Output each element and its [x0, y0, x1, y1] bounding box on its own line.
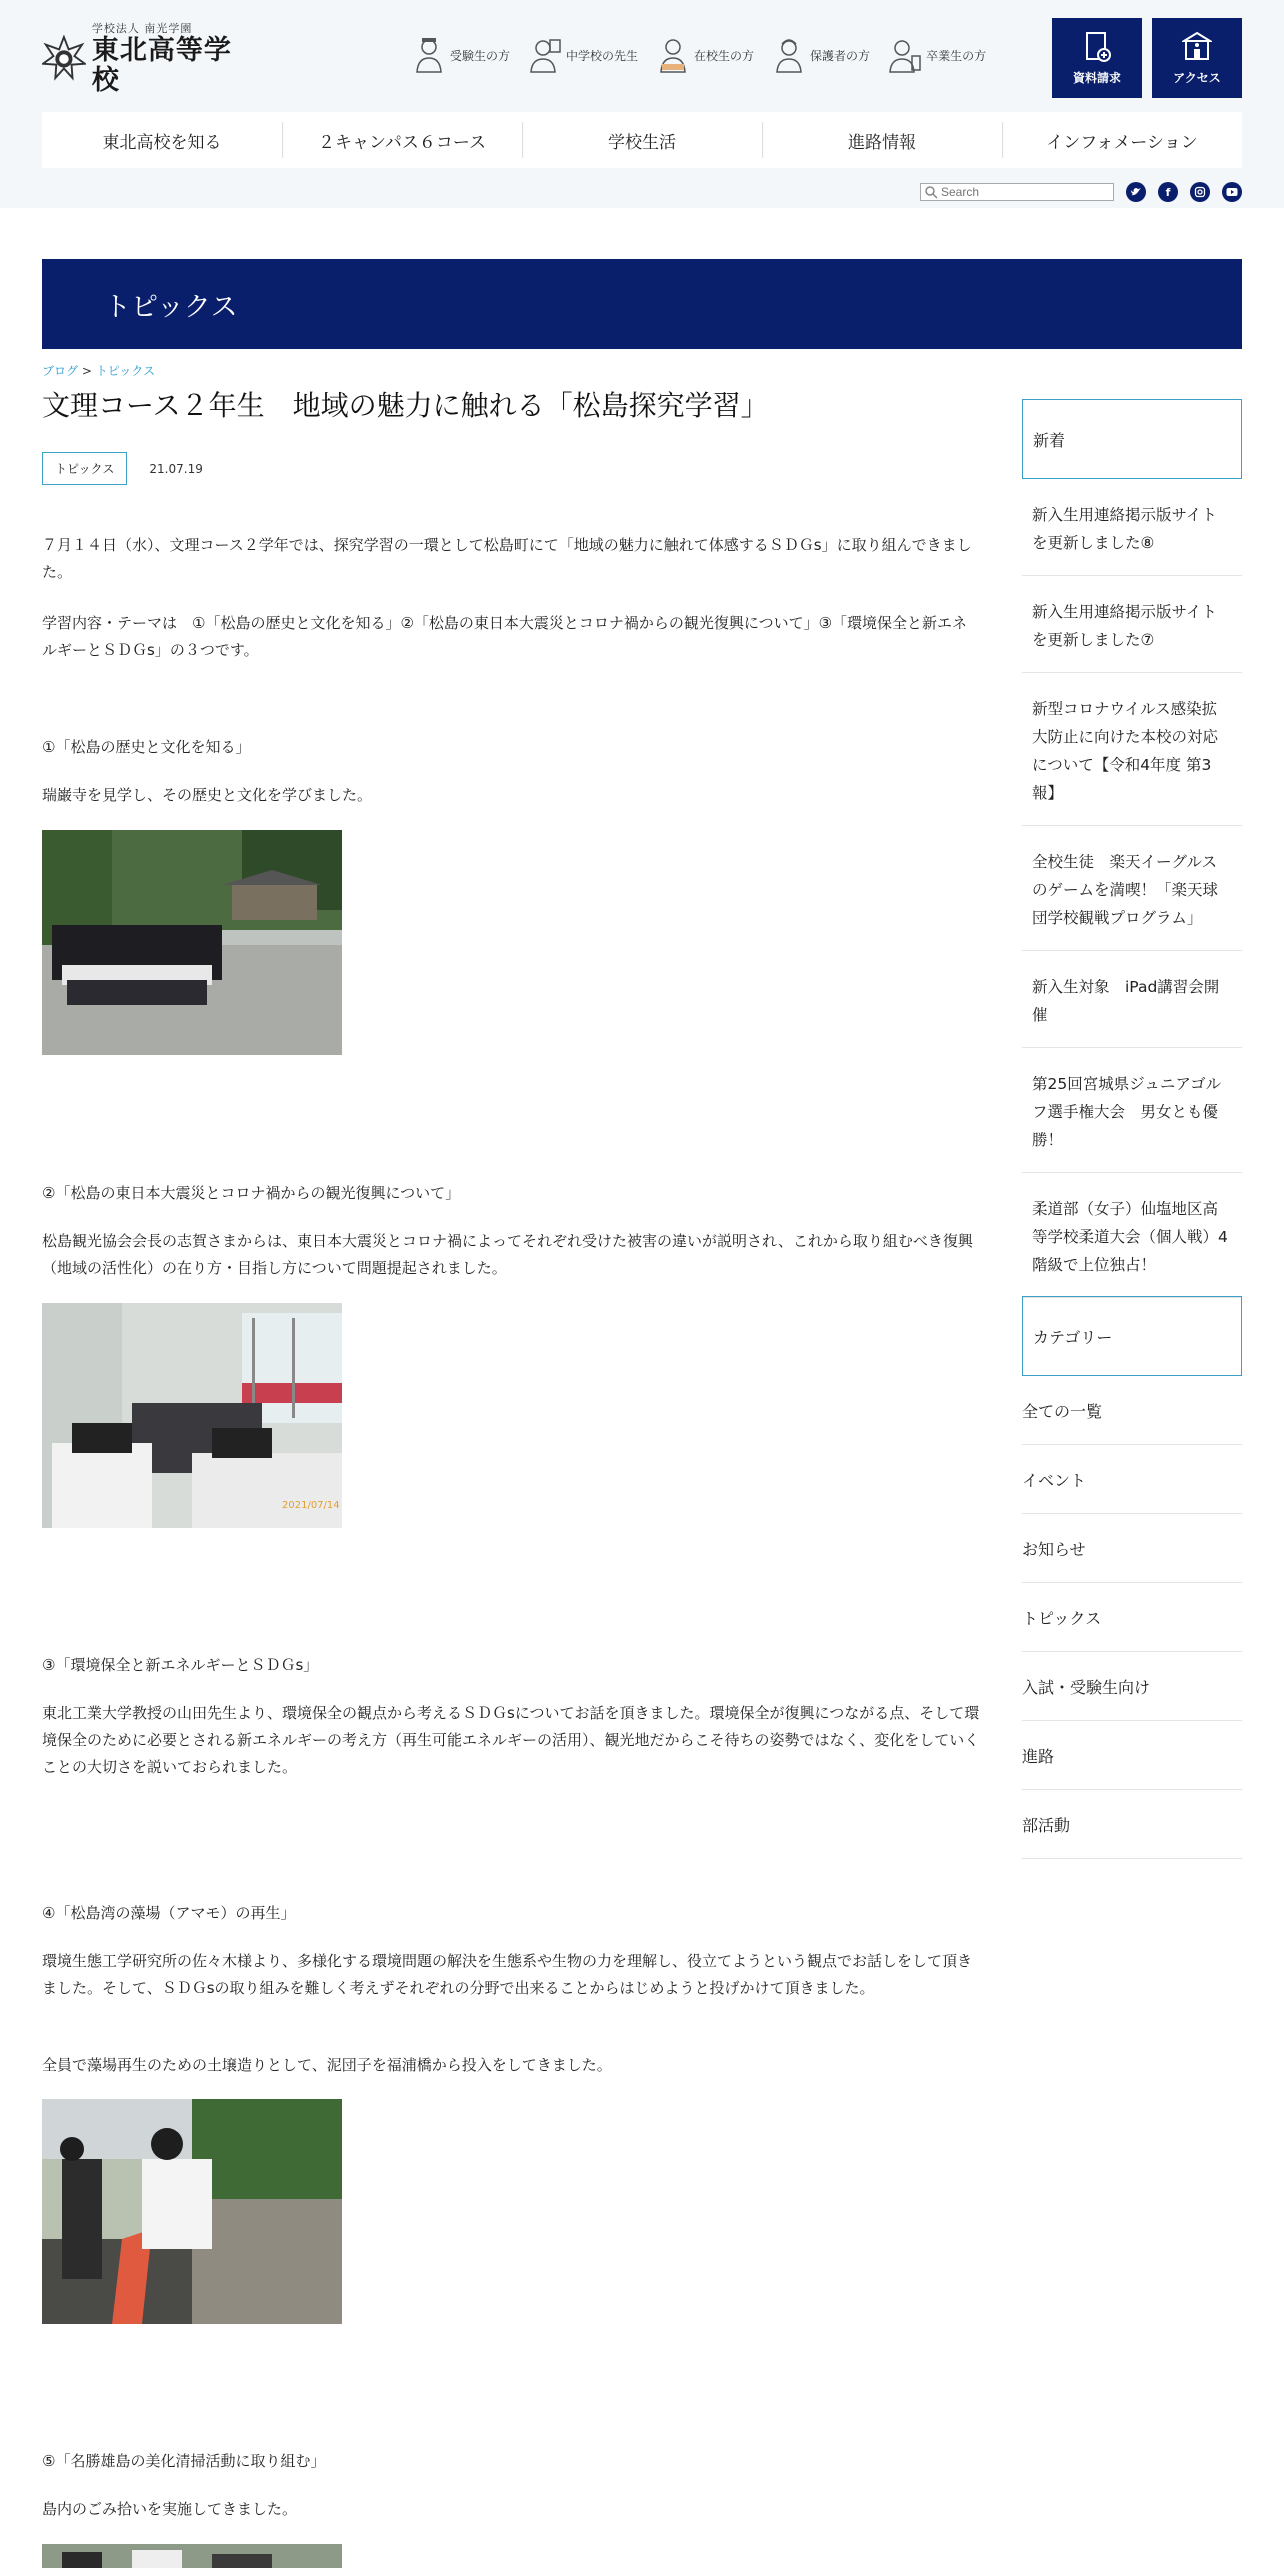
audience-link-current-students[interactable] — [656, 36, 754, 74]
post-date: 21.07.19 — [149, 461, 203, 476]
photo-lecture-hall — [42, 1303, 342, 1528]
section-text-5: 島内のごみ拾いを実施してきました。 — [42, 2500, 298, 2518]
nav-item-information[interactable]: インフォメーション — [1002, 112, 1242, 168]
section-heading-4: ④「松島湾の藻場（アマモ）の再生」 — [42, 1904, 296, 1922]
photo-date-stamp: 2021/07/14 — [282, 1500, 340, 1511]
section-text-3: 東北工業大学教授の山田先生より、環境保全の観点から考えるＳＤＧsについてお話を頂きました。環境保全が復興につながる点、そして環境保全のために必要とされる新エネルギーの考え方（再生可能エネルギーの活用）、観光地だからこそ待ちの姿勢ではなく、変化をしていくことの大切さを説いておられました。 — [42, 1704, 980, 1776]
audience-link-jhs-teachers[interactable] — [528, 36, 638, 74]
search-box — [920, 183, 1114, 201]
audience-link-parents[interactable] — [772, 36, 870, 74]
category-link-topics[interactable]: トピックス — [1022, 1583, 1242, 1652]
nav-item-school-life[interactable]: 学校生活 — [522, 112, 762, 168]
category-link-events[interactable]: イベント — [1022, 1445, 1242, 1514]
sidebar-news — [1022, 399, 1242, 1298]
nav-item-campus-courses[interactable]: ２キャンパス６コース — [282, 112, 522, 168]
category-link-career[interactable]: 進路 — [1022, 1721, 1242, 1790]
news-item[interactable]: 新入生用連絡掲示版サイトを更新しました⑧ — [1022, 479, 1242, 576]
category-heading: カテゴリー — [1022, 1296, 1242, 1376]
themes-paragraph: 学習内容・テーマは ①「松島の歴史と文化を知る」②「松島の東日本大震災とコロナ禍からの観光復興について」③「環境保全と新エネルギーとＳＤＧs」の３つです。 — [42, 614, 968, 659]
news-item[interactable]: 第25回宮城県ジュニアゴルフ選手権大会 男女とも優勝！ — [1022, 1048, 1242, 1173]
youtube-icon[interactable] — [1222, 182, 1242, 202]
request-materials-button[interactable] — [1052, 18, 1142, 98]
audience-label: 受験生の方 — [450, 48, 511, 63]
audience-link-alumni[interactable] — [888, 36, 986, 74]
audience-label: 在校生の方 — [694, 48, 755, 63]
section-heading-2: ②「松島の東日本大震災とコロナ禍からの観光復興について」 — [42, 1184, 461, 1202]
document-request-icon — [1082, 31, 1112, 63]
photo-island-cleanup — [42, 2544, 342, 2568]
school-crest-icon — [42, 35, 86, 81]
section-text-4a: 環境生態工学研究所の佐々木様より、多様化する環境問題の解決を生態系や生物の力を理解し、役立てようという観点でお話しをして頂きました。そして、ＳＤＧsの取り組みを難しく考えずそれぞれの分野で出来ることからはじめようと投げかけて頂きました。 — [42, 1952, 973, 1997]
section-heading-1: ①「松島の歴史と文化を知る」 — [42, 738, 251, 756]
photo-mud-balls — [42, 2099, 342, 2324]
breadcrumb-separator: > — [81, 364, 92, 378]
site-header — [0, 0, 1284, 208]
logo-sub-text: 学校法人 南光学園 — [91, 22, 193, 35]
category-link-clubs[interactable]: 部活動 — [1022, 1790, 1242, 1859]
search-icon[interactable] — [924, 185, 938, 199]
category-link-admissions[interactable]: 入試・受験生向け — [1022, 1652, 1242, 1721]
article-title: 文理コース２年生 地域の魅力に触れる「松島探究学習」 — [42, 389, 769, 422]
nav-item-about[interactable]: 東北高校を知る — [102, 132, 222, 153]
access-button[interactable] — [1152, 18, 1242, 98]
photo-temple-visit — [42, 830, 342, 1055]
news-item[interactable]: 新入生対象 iPad講習会開催 — [1022, 951, 1242, 1048]
article-meta — [42, 452, 982, 485]
breadcrumb-blog-link[interactable]: ブログ — [42, 364, 79, 378]
news-heading: 新着 — [1022, 399, 1242, 479]
article — [42, 386, 982, 2518]
sidebar-categories — [1022, 1296, 1242, 1859]
social-links — [1126, 182, 1242, 202]
news-item[interactable]: 全校生徒 楽天イーグルスのゲームを満喫！「楽天球団学校観戦プログラム」 — [1022, 826, 1242, 951]
teacher-icon — [528, 36, 562, 74]
school-building-icon — [1182, 31, 1212, 63]
section-text-2: 松島観光協会会長の志賀さまからは、東日本大震災とコロナ禍によってそれぞれ受けた被害の違いが説明され、これから取り組むべき復興（地域の活性化）の在り方・目指し方について問題提起されました。 — [42, 1232, 973, 1277]
news-item[interactable]: 柔道部（女子）仙塩地区高等学校柔道大会（個人戦）4階級で上位独占！ — [1022, 1173, 1242, 1298]
section-heading-3: ③「環境保全と新エネルギーとＳＤＧs」 — [42, 1656, 319, 1674]
logo-main-text: 東北高等学校 — [91, 35, 232, 96]
breadcrumb — [42, 362, 155, 379]
section-text-4b: 全員で藻場再生のための土壌造りとして、泥団子を福浦橋から投入をしてきました。 — [42, 2056, 612, 2074]
news-item[interactable]: 新型コロナウイルス感染拡大防止に向けた本校の対応について【令和4年度 第3報】 — [1022, 673, 1242, 826]
instagram-icon[interactable] — [1190, 182, 1210, 202]
nav-item-career[interactable]: 進路情報 — [762, 112, 1002, 168]
request-materials-label: 資料請求 — [1072, 70, 1121, 85]
audience-label: 卒業生の方 — [926, 48, 987, 63]
alumni-icon — [888, 36, 922, 74]
category-link-all[interactable]: 全ての一覧 — [1022, 1376, 1242, 1445]
audience-label: 中学校の先生 — [566, 48, 639, 63]
access-label: アクセス — [1173, 70, 1221, 85]
audience-label: 保護者の方 — [810, 48, 871, 63]
current-student-icon — [656, 36, 690, 74]
intro-paragraph: ７月１４日（水）、文理コース２学年では、探究学習の一環として松島町にて「地域の魅力に触れて体感するＳＤＧs」に取り組んできました。 — [42, 536, 972, 581]
category-link-news[interactable]: お知らせ — [1022, 1514, 1242, 1583]
parent-icon — [772, 36, 806, 74]
twitter-icon[interactable] — [1126, 182, 1146, 202]
search-input[interactable] — [941, 185, 1111, 199]
audience-link-applicants[interactable] — [412, 36, 510, 74]
page-title-banner: トピックス — [42, 259, 1242, 349]
breadcrumb-topics-link[interactable]: トピックス — [95, 364, 156, 378]
audience-links — [412, 36, 986, 74]
global-navigation — [42, 112, 1242, 168]
student-applicant-icon — [412, 36, 446, 74]
school-logo[interactable] — [42, 22, 252, 96]
facebook-icon[interactable]: f — [1158, 182, 1178, 202]
category-tag[interactable]: トピックス — [42, 452, 127, 485]
section-text-1: 瑞巌寺を見学し、その歴史と文化を学びました。 — [42, 786, 373, 804]
section-heading-5: ⑤「名勝雄島の美化清掃活動に取り組む」 — [42, 2452, 326, 2470]
news-item[interactable]: 新入生用連絡掲示版サイトを更新しました⑦ — [1022, 576, 1242, 673]
